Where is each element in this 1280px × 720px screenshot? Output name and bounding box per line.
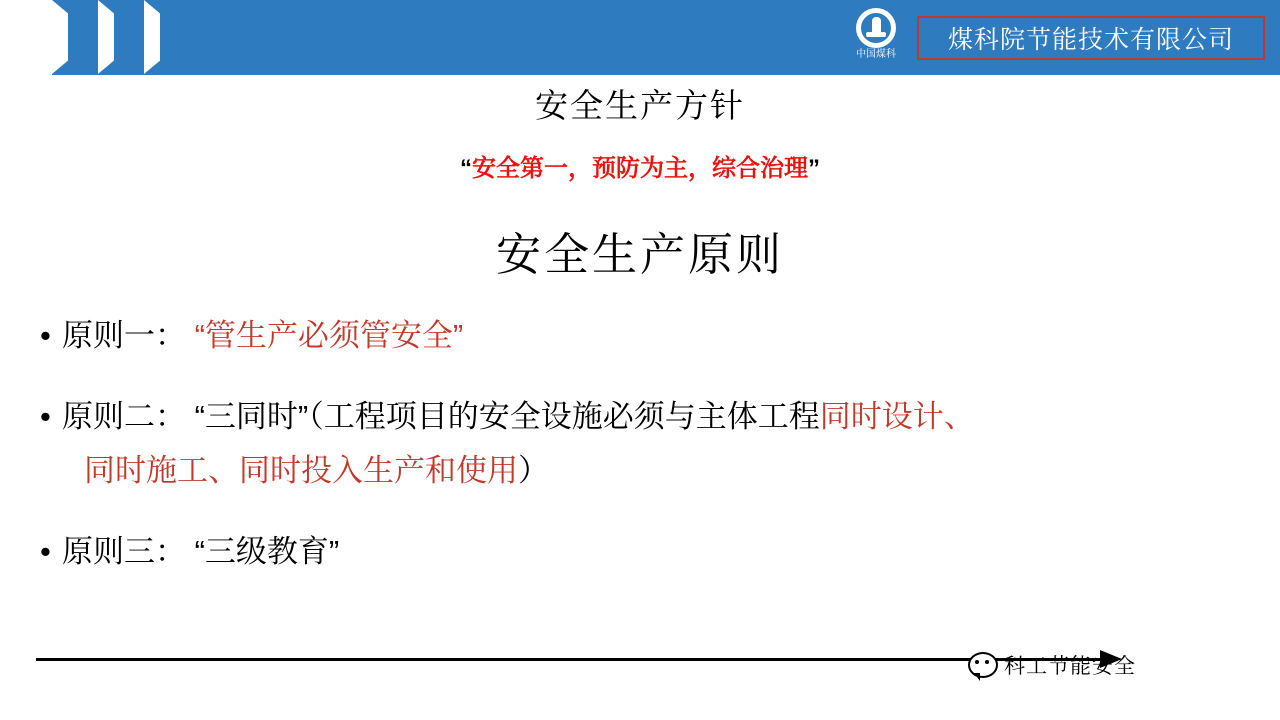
list-item-label: 原则三： [62,533,186,569]
list-item-segment-emphasis: 同时施工、同时投入生产和使用 [84,453,518,489]
list-item-content [84,455,1250,488]
bullet-icon: • [40,318,51,353]
header-left-white-block [0,0,52,75]
wechat-badge [968,648,1136,682]
list-item-segment: ） [518,453,549,489]
logo-caption: 中国煤科 [856,49,896,60]
company-name-box [917,16,1265,60]
list-item-label: 原则一： [62,318,186,353]
list-item-label: 原则二： [62,398,186,434]
chevron-mask [160,0,204,74]
list-item-content [62,398,1250,434]
list-item-content [62,320,1250,353]
chevron-decoration [52,0,262,75]
logo-inner-shape [861,13,891,43]
list-item [40,320,1250,353]
list-item-continuation [84,455,1250,488]
quote-close: ” [808,155,820,182]
bullet-icon: • [40,398,51,434]
list-item-segment: “三同时”（工程项目的安全设施必须与主体工程 [186,398,820,434]
principles-list [40,310,1250,568]
policy-slogan [0,148,1280,183]
company-logo [843,8,909,68]
list-item [40,533,1250,569]
quote-open: “ [460,155,472,182]
policy-slogan-text: 安全第一，预防为主，综合治理 [472,155,808,182]
wechat-account-name: 科工节能安全 [1004,655,1136,678]
list-item-segment: “三级教育” [186,533,340,569]
list-item-content [62,533,1250,569]
coal-science-logo-icon [856,8,896,48]
page-title-secondary: 安全生产原则 [495,228,784,281]
list-item-segment-emphasis: 同时设计、 [819,398,975,434]
company-name-label: 煤科院节能技术有限公司 [947,26,1234,54]
page-title-primary: 安全生产方针 [535,86,745,125]
header-bar [0,0,1280,75]
wechat-icon [968,652,998,678]
bullet-icon: • [40,533,51,569]
list-item-segment: “管生产必须管安全” [186,318,464,353]
footer-divider [36,658,1106,661]
wechat-icon-tail [974,673,980,681]
list-item [40,398,1250,434]
